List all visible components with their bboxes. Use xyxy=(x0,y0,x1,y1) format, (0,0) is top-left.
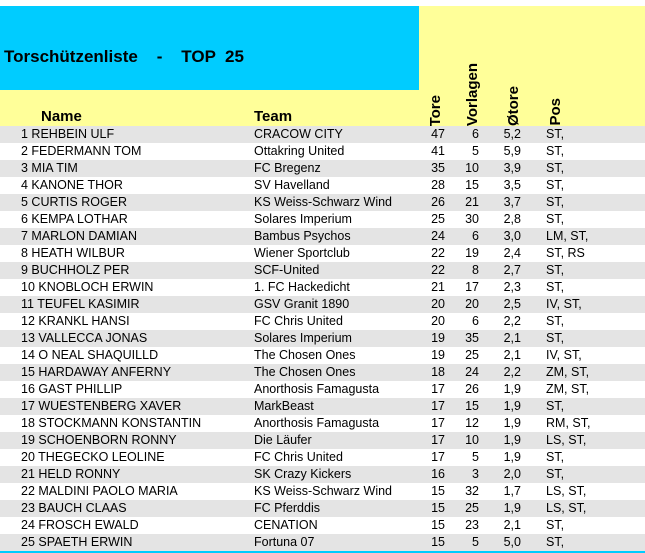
assists-value: 21 xyxy=(465,195,479,209)
position-value: ST, xyxy=(546,450,565,464)
column-header-band xyxy=(419,6,645,126)
assists-value: 26 xyxy=(465,382,479,396)
assists-value: 15 xyxy=(465,178,479,192)
position-value: ST, xyxy=(546,314,565,328)
table-row xyxy=(0,126,645,143)
avg-goals-value: 1,9 xyxy=(503,399,521,413)
player-name: 5 CURTIS ROGER xyxy=(21,195,128,209)
assists-value: 25 xyxy=(465,501,479,515)
assists-value: 25 xyxy=(465,348,479,362)
team-name: FC Chris United xyxy=(254,450,343,464)
goals-value: 17 xyxy=(431,450,445,464)
assists-value: 6 xyxy=(472,314,479,328)
player-name: 2 FEDERMANN TOM xyxy=(21,144,142,158)
position-value: ZM, ST, xyxy=(546,382,590,396)
assists-value: 23 xyxy=(465,518,479,532)
table-row xyxy=(0,330,645,347)
table-row xyxy=(0,381,645,398)
assists-value: 6 xyxy=(472,127,479,141)
header-avg-goals: Øtore xyxy=(505,85,522,126)
team-name: Anorthosis Famagusta xyxy=(254,416,380,430)
assists-value: 8 xyxy=(472,263,479,277)
player-name: 14 O NEAL SHAQUILLD xyxy=(21,348,159,362)
avg-goals-value: 3,5 xyxy=(503,178,521,192)
avg-goals-value: 3,7 xyxy=(503,195,521,209)
table-row xyxy=(0,534,645,551)
position-value: ST, xyxy=(546,161,565,175)
goals-value: 15 xyxy=(431,535,445,549)
goals-value: 16 xyxy=(431,467,445,481)
team-name: Ottakring United xyxy=(254,144,345,158)
goals-value: 15 xyxy=(431,501,445,515)
table-row xyxy=(0,483,645,500)
goals-value: 15 xyxy=(431,484,445,498)
position-value: ST, xyxy=(546,331,565,345)
goals-value: 17 xyxy=(431,416,445,430)
goals-value: 28 xyxy=(431,178,445,192)
team-name: The Chosen Ones xyxy=(254,365,356,379)
player-name: 22 MALDINI PAOLO MARIA xyxy=(21,484,178,498)
player-name: 20 THEGECKO LEOLINE xyxy=(21,450,165,464)
team-name: CRACOW CITY xyxy=(254,127,343,141)
scorer-table xyxy=(0,126,645,551)
avg-goals-value: 2,3 xyxy=(503,280,521,294)
goals-value: 19 xyxy=(431,348,445,362)
team-name: Fortuna 07 xyxy=(254,535,315,549)
team-name: Bambus Psychos xyxy=(254,229,351,243)
goals-value: 25 xyxy=(431,212,445,226)
goals-value: 22 xyxy=(431,263,445,277)
table-row xyxy=(0,245,645,262)
player-name: 18 STOCKMANN KONSTANTIN xyxy=(21,416,202,430)
team-name: MarkBeast xyxy=(254,399,314,413)
position-value: ST, xyxy=(546,144,565,158)
team-name: SCF-United xyxy=(254,263,320,277)
goals-value: 18 xyxy=(431,365,445,379)
player-name: 19 SCHOENBORN RONNY xyxy=(21,433,177,447)
avg-goals-value: 2,1 xyxy=(503,348,521,362)
table-row xyxy=(0,466,645,483)
position-value: ST, xyxy=(546,127,565,141)
goals-value: 20 xyxy=(431,297,445,311)
header-vorlagen: Vorlagen xyxy=(464,62,481,126)
position-value: ST, xyxy=(546,535,565,549)
table-row xyxy=(0,279,645,296)
avg-goals-value: 5,9 xyxy=(503,144,521,158)
table-row xyxy=(0,398,645,415)
goals-value: 20 xyxy=(431,314,445,328)
table-row xyxy=(0,177,645,194)
avg-goals-value: 2,7 xyxy=(503,263,521,277)
goals-value: 41 xyxy=(431,144,445,158)
avg-goals-value: 2,2 xyxy=(503,314,521,328)
player-name: 25 SPAETH ERWIN xyxy=(21,535,133,549)
avg-goals-value: 2,4 xyxy=(503,246,521,260)
player-name: 17 WUESTENBERG XAVER xyxy=(21,399,182,413)
avg-goals-value: 2,2 xyxy=(503,365,521,379)
assists-value: 5 xyxy=(472,535,479,549)
goals-value: 17 xyxy=(431,433,445,447)
position-value: ST, xyxy=(546,280,565,294)
position-value: ST, RS xyxy=(546,246,585,260)
position-value: IV, ST, xyxy=(546,297,582,311)
team-name: Anorthosis Famagusta xyxy=(254,382,380,396)
goals-value: 47 xyxy=(431,127,445,141)
player-name: 1 REHBEIN ULF xyxy=(21,127,115,141)
assists-value: 5 xyxy=(472,144,479,158)
player-name: 3 MIA TIM xyxy=(21,161,78,175)
position-value: RM, ST, xyxy=(546,416,591,430)
player-name: 7 MARLON DAMIAN xyxy=(21,229,137,243)
avg-goals-value: 2,0 xyxy=(503,467,521,481)
goals-value: 17 xyxy=(431,399,445,413)
position-value: LM, ST, xyxy=(546,229,589,243)
player-name: 21 HELD RONNY xyxy=(21,467,121,481)
avg-goals-value: 2,5 xyxy=(503,297,521,311)
assists-value: 35 xyxy=(465,331,479,345)
goals-value: 22 xyxy=(431,246,445,260)
position-value: LS, ST, xyxy=(546,501,587,515)
assists-value: 10 xyxy=(465,433,479,447)
table-row xyxy=(0,449,645,466)
goals-value: 35 xyxy=(431,161,445,175)
goals-value: 21 xyxy=(431,280,445,294)
goals-value: 24 xyxy=(431,229,445,243)
player-name: 4 KANONE THOR xyxy=(21,178,123,192)
assists-value: 10 xyxy=(465,161,479,175)
table-row xyxy=(0,296,645,313)
team-name: FC Bregenz xyxy=(254,161,321,175)
assists-value: 15 xyxy=(465,399,479,413)
avg-goals-value: 2,1 xyxy=(503,331,521,345)
player-name: 24 FROSCH EWALD xyxy=(21,518,139,532)
team-name: Solares Imperium xyxy=(254,212,352,226)
goals-value: 17 xyxy=(431,382,445,396)
assists-value: 17 xyxy=(465,280,479,294)
table-row xyxy=(0,364,645,381)
team-name: The Chosen Ones xyxy=(254,348,356,362)
team-name: KS Weiss-Schwarz Wind xyxy=(254,484,392,498)
player-name: 10 KNOBLOCH ERWIN xyxy=(21,280,154,294)
goals-value: 19 xyxy=(431,331,445,345)
team-name: FC Chris United xyxy=(254,314,343,328)
table-row xyxy=(0,500,645,517)
assists-value: 3 xyxy=(472,467,479,481)
avg-goals-value: 1,9 xyxy=(503,450,521,464)
team-name: Wiener Sportclub xyxy=(254,246,350,260)
goals-value: 15 xyxy=(431,518,445,532)
assists-value: 20 xyxy=(465,297,479,311)
position-value: ST, xyxy=(546,399,565,413)
table-row xyxy=(0,194,645,211)
team-name: 1. FC Hackedicht xyxy=(254,280,350,294)
position-value: LS, ST, xyxy=(546,433,587,447)
table-row xyxy=(0,313,645,330)
team-name: FC Pferddis xyxy=(254,501,320,515)
avg-goals-value: 3,9 xyxy=(503,161,521,175)
team-name: SV Havelland xyxy=(254,178,330,192)
player-name: 12 KRANKL HANSI xyxy=(21,314,130,328)
team-name: SK Crazy Kickers xyxy=(254,467,352,481)
position-value: IV, ST, xyxy=(546,348,582,362)
team-name: GSV Granit 1890 xyxy=(254,297,350,311)
header-name: Name xyxy=(41,108,82,125)
player-name: 11 TEUFEL KASIMIR xyxy=(21,297,140,311)
page-title: Torschützenliste - TOP 25 xyxy=(4,47,244,66)
header-pos: Pos xyxy=(547,98,564,126)
assists-value: 24 xyxy=(465,365,479,379)
assists-value: 12 xyxy=(465,416,479,430)
player-name: 6 KEMPA LOTHAR xyxy=(21,212,128,226)
team-name: Solares Imperium xyxy=(254,331,352,345)
team-name: KS Weiss-Schwarz Wind xyxy=(254,195,392,209)
avg-goals-value: 5,2 xyxy=(503,127,521,141)
avg-goals-value: 5,0 xyxy=(503,535,521,549)
avg-goals-value: 2,1 xyxy=(503,518,521,532)
position-value: ST, xyxy=(546,263,565,277)
assists-value: 30 xyxy=(465,212,479,226)
player-name: 13 VALLECCA JONAS xyxy=(21,331,148,345)
header-tore: Tore xyxy=(427,94,444,126)
avg-goals-value: 3,0 xyxy=(503,229,521,243)
player-name: 15 HARDAWAY ANFERNY xyxy=(21,365,172,379)
position-value: ST, xyxy=(546,178,565,192)
player-name: 9 BUCHHOLZ PER xyxy=(21,263,130,277)
position-value: ST, xyxy=(546,195,565,209)
assists-value: 19 xyxy=(465,246,479,260)
table-row xyxy=(0,262,645,279)
table-row xyxy=(0,432,645,449)
team-name: CENATION xyxy=(254,518,318,532)
player-name: 16 GAST PHILLIP xyxy=(21,382,123,396)
player-name: 8 HEATH WILBUR xyxy=(21,246,125,260)
table-row xyxy=(0,517,645,534)
table-row xyxy=(0,160,645,177)
assists-value: 6 xyxy=(472,229,479,243)
table-row xyxy=(0,211,645,228)
avg-goals-value: 2,8 xyxy=(503,212,521,226)
position-value: ST, xyxy=(546,518,565,532)
team-name: Die Läufer xyxy=(254,433,312,447)
position-value: ST, xyxy=(546,212,565,226)
avg-goals-value: 1,9 xyxy=(503,433,521,447)
position-value: ST, xyxy=(546,467,565,481)
header-team: Team xyxy=(254,108,293,125)
goals-value: 26 xyxy=(431,195,445,209)
table-row xyxy=(0,228,645,245)
assists-value: 32 xyxy=(465,484,479,498)
avg-goals-value: 1,9 xyxy=(503,382,521,396)
position-value: ZM, ST, xyxy=(546,365,590,379)
table-row xyxy=(0,143,645,160)
avg-goals-value: 1,7 xyxy=(503,484,521,498)
avg-goals-value: 1,9 xyxy=(503,501,521,515)
table-row xyxy=(0,347,645,364)
avg-goals-value: 1,9 xyxy=(503,416,521,430)
assists-value: 5 xyxy=(472,450,479,464)
player-name: 23 BAUCH CLAAS xyxy=(21,501,127,515)
table-row xyxy=(0,415,645,432)
position-value: LS, ST, xyxy=(546,484,587,498)
